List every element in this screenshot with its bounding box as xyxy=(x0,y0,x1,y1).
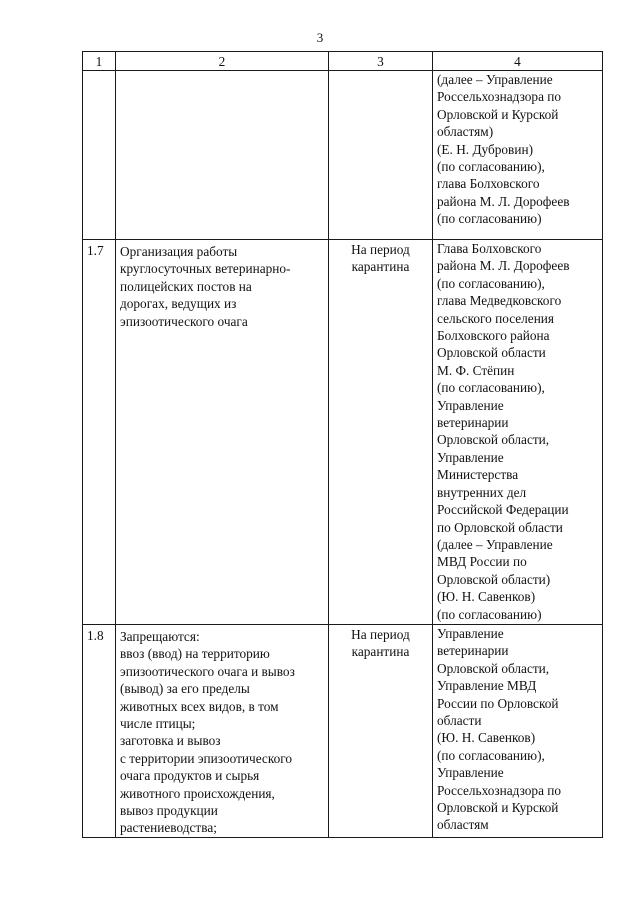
execution-period-line: карантина xyxy=(351,259,410,275)
execution-period-line: На период xyxy=(351,242,410,257)
responsible-parties-line: Орловской области, xyxy=(437,432,550,448)
measure-description-line: дорогах, ведущих из xyxy=(120,296,237,312)
responsible-parties-line: МВД России по xyxy=(437,554,527,570)
responsible-parties-line: района М. Л. Дорофеев xyxy=(437,193,570,209)
measure-description-line: (вывод) за его пределы xyxy=(120,681,250,697)
measure-description-line: круглосуточных ветеринарно- xyxy=(120,261,291,277)
measure-description xyxy=(116,625,329,838)
column-header-1: 1 xyxy=(83,52,116,71)
responsible-parties-line: Болховского района xyxy=(437,328,550,344)
measure-description-line: ввоз (ввод) на территорию xyxy=(120,646,270,662)
item-number: 1.8 xyxy=(83,625,116,838)
table-row xyxy=(83,625,603,838)
responsible-parties xyxy=(433,625,603,838)
responsible-parties xyxy=(433,240,603,625)
column-header-3: 3 xyxy=(329,52,433,71)
responsible-parties-line: Управление xyxy=(437,626,504,641)
responsible-parties xyxy=(433,71,603,240)
measure-description-line: эпизоотического очага xyxy=(120,313,248,329)
responsible-parties-line: (по согласованию) xyxy=(437,606,542,622)
measure-description-line: животного происхождения, xyxy=(120,785,275,801)
responsible-parties-line: сельского поселения xyxy=(437,310,555,326)
responsible-parties-line: Министерства xyxy=(437,467,519,483)
execution-period-line: На период xyxy=(351,627,410,642)
responsible-parties-line: Орловской области) xyxy=(437,571,551,587)
responsible-parties-line: областям) xyxy=(437,124,494,140)
responsible-parties-line: Глава Болховского xyxy=(437,241,542,256)
measure-description-line: Организация работы xyxy=(120,244,238,259)
measures-table xyxy=(82,51,603,838)
responsible-parties-line: Орловской области xyxy=(437,345,546,361)
responsible-parties-line: Россельхознадзора по xyxy=(437,782,562,798)
table-header-row xyxy=(83,52,603,71)
responsible-parties-line: (по согласованию), xyxy=(437,159,545,175)
responsible-parties-line: Управление xyxy=(437,397,504,413)
measure-description-line: эпизоотического очага и вывоз xyxy=(120,663,295,679)
responsible-parties-line: (Ю. Н. Савенков) xyxy=(437,730,536,746)
measure-description-line: Запрещаются: xyxy=(120,629,200,644)
responsible-parties-line: Российской Федерации xyxy=(437,502,569,518)
measure-description-line: вывоз продукции xyxy=(120,803,218,819)
responsible-parties-line: (по согласованию), xyxy=(437,275,545,291)
responsible-parties-line: (Ю. Н. Савенков) xyxy=(437,589,536,605)
responsible-parties-line: Россельхознадзора по xyxy=(437,89,562,105)
measure-description xyxy=(116,240,329,625)
responsible-parties-line: (далее – Управление xyxy=(437,72,553,87)
responsible-parties-line: по Орловской области xyxy=(437,519,563,535)
responsible-parties-line: Орловской области, xyxy=(437,660,550,676)
execution-period xyxy=(329,71,433,240)
responsible-parties-line: Орловской и Курской xyxy=(437,800,559,816)
responsible-parties-line: (по согласованию), xyxy=(437,747,545,763)
table-row xyxy=(83,71,603,240)
column-header-4: 4 xyxy=(433,52,603,71)
item-number xyxy=(83,71,116,240)
measure-description-line: животных всех видов, в том xyxy=(120,698,279,714)
responsible-parties-line: (по согласованию) xyxy=(437,211,542,227)
measure-description-line: полицейских постов на xyxy=(120,278,252,294)
responsible-parties-line: ветеринарии xyxy=(437,415,509,431)
responsible-parties-line: (Е. Н. Дубровин) xyxy=(437,141,533,157)
responsible-parties-line: (по согласованию), xyxy=(437,380,545,396)
responsible-parties-line: Управление xyxy=(437,449,504,465)
responsible-parties-line: Управление МВД xyxy=(437,678,537,694)
item-number: 1.7 xyxy=(83,240,116,625)
responsible-parties-line: М. Ф. Стёпин xyxy=(437,362,515,378)
responsible-parties-line: внутренних дел xyxy=(437,484,527,500)
measure-description-line: с территории эпизоотического xyxy=(120,750,293,766)
execution-period-line: карантина xyxy=(351,644,410,660)
measure-description-line: растениеводства; xyxy=(120,820,217,836)
measure-description-line: очага продуктов и сырья xyxy=(120,768,260,784)
responsible-parties-line: области xyxy=(437,713,482,729)
responsible-parties-line: областям xyxy=(437,817,489,833)
column-header-2: 2 xyxy=(116,52,329,71)
page-number: 3 xyxy=(316,30,324,45)
responsible-parties-line: района М. Л. Дорофеев xyxy=(437,258,570,274)
responsible-parties-line: ветеринарии xyxy=(437,643,509,659)
responsible-parties-line: Орловской и Курской xyxy=(437,106,559,122)
execution-period xyxy=(329,240,433,625)
measure-description-line: числе птицы; xyxy=(120,716,196,732)
responsible-parties-line: глава Болховского xyxy=(437,176,540,192)
responsible-parties-line: (далее – Управление xyxy=(437,536,553,552)
responsible-parties-line: Управление xyxy=(437,765,504,781)
responsible-parties-line: России по Орловской xyxy=(437,695,559,711)
measure-description xyxy=(116,71,329,240)
execution-period xyxy=(329,625,433,838)
measure-description-line: заготовка и вывоз xyxy=(120,733,221,749)
table-row xyxy=(83,240,603,625)
responsible-parties-line: глава Медведковского xyxy=(437,293,562,309)
